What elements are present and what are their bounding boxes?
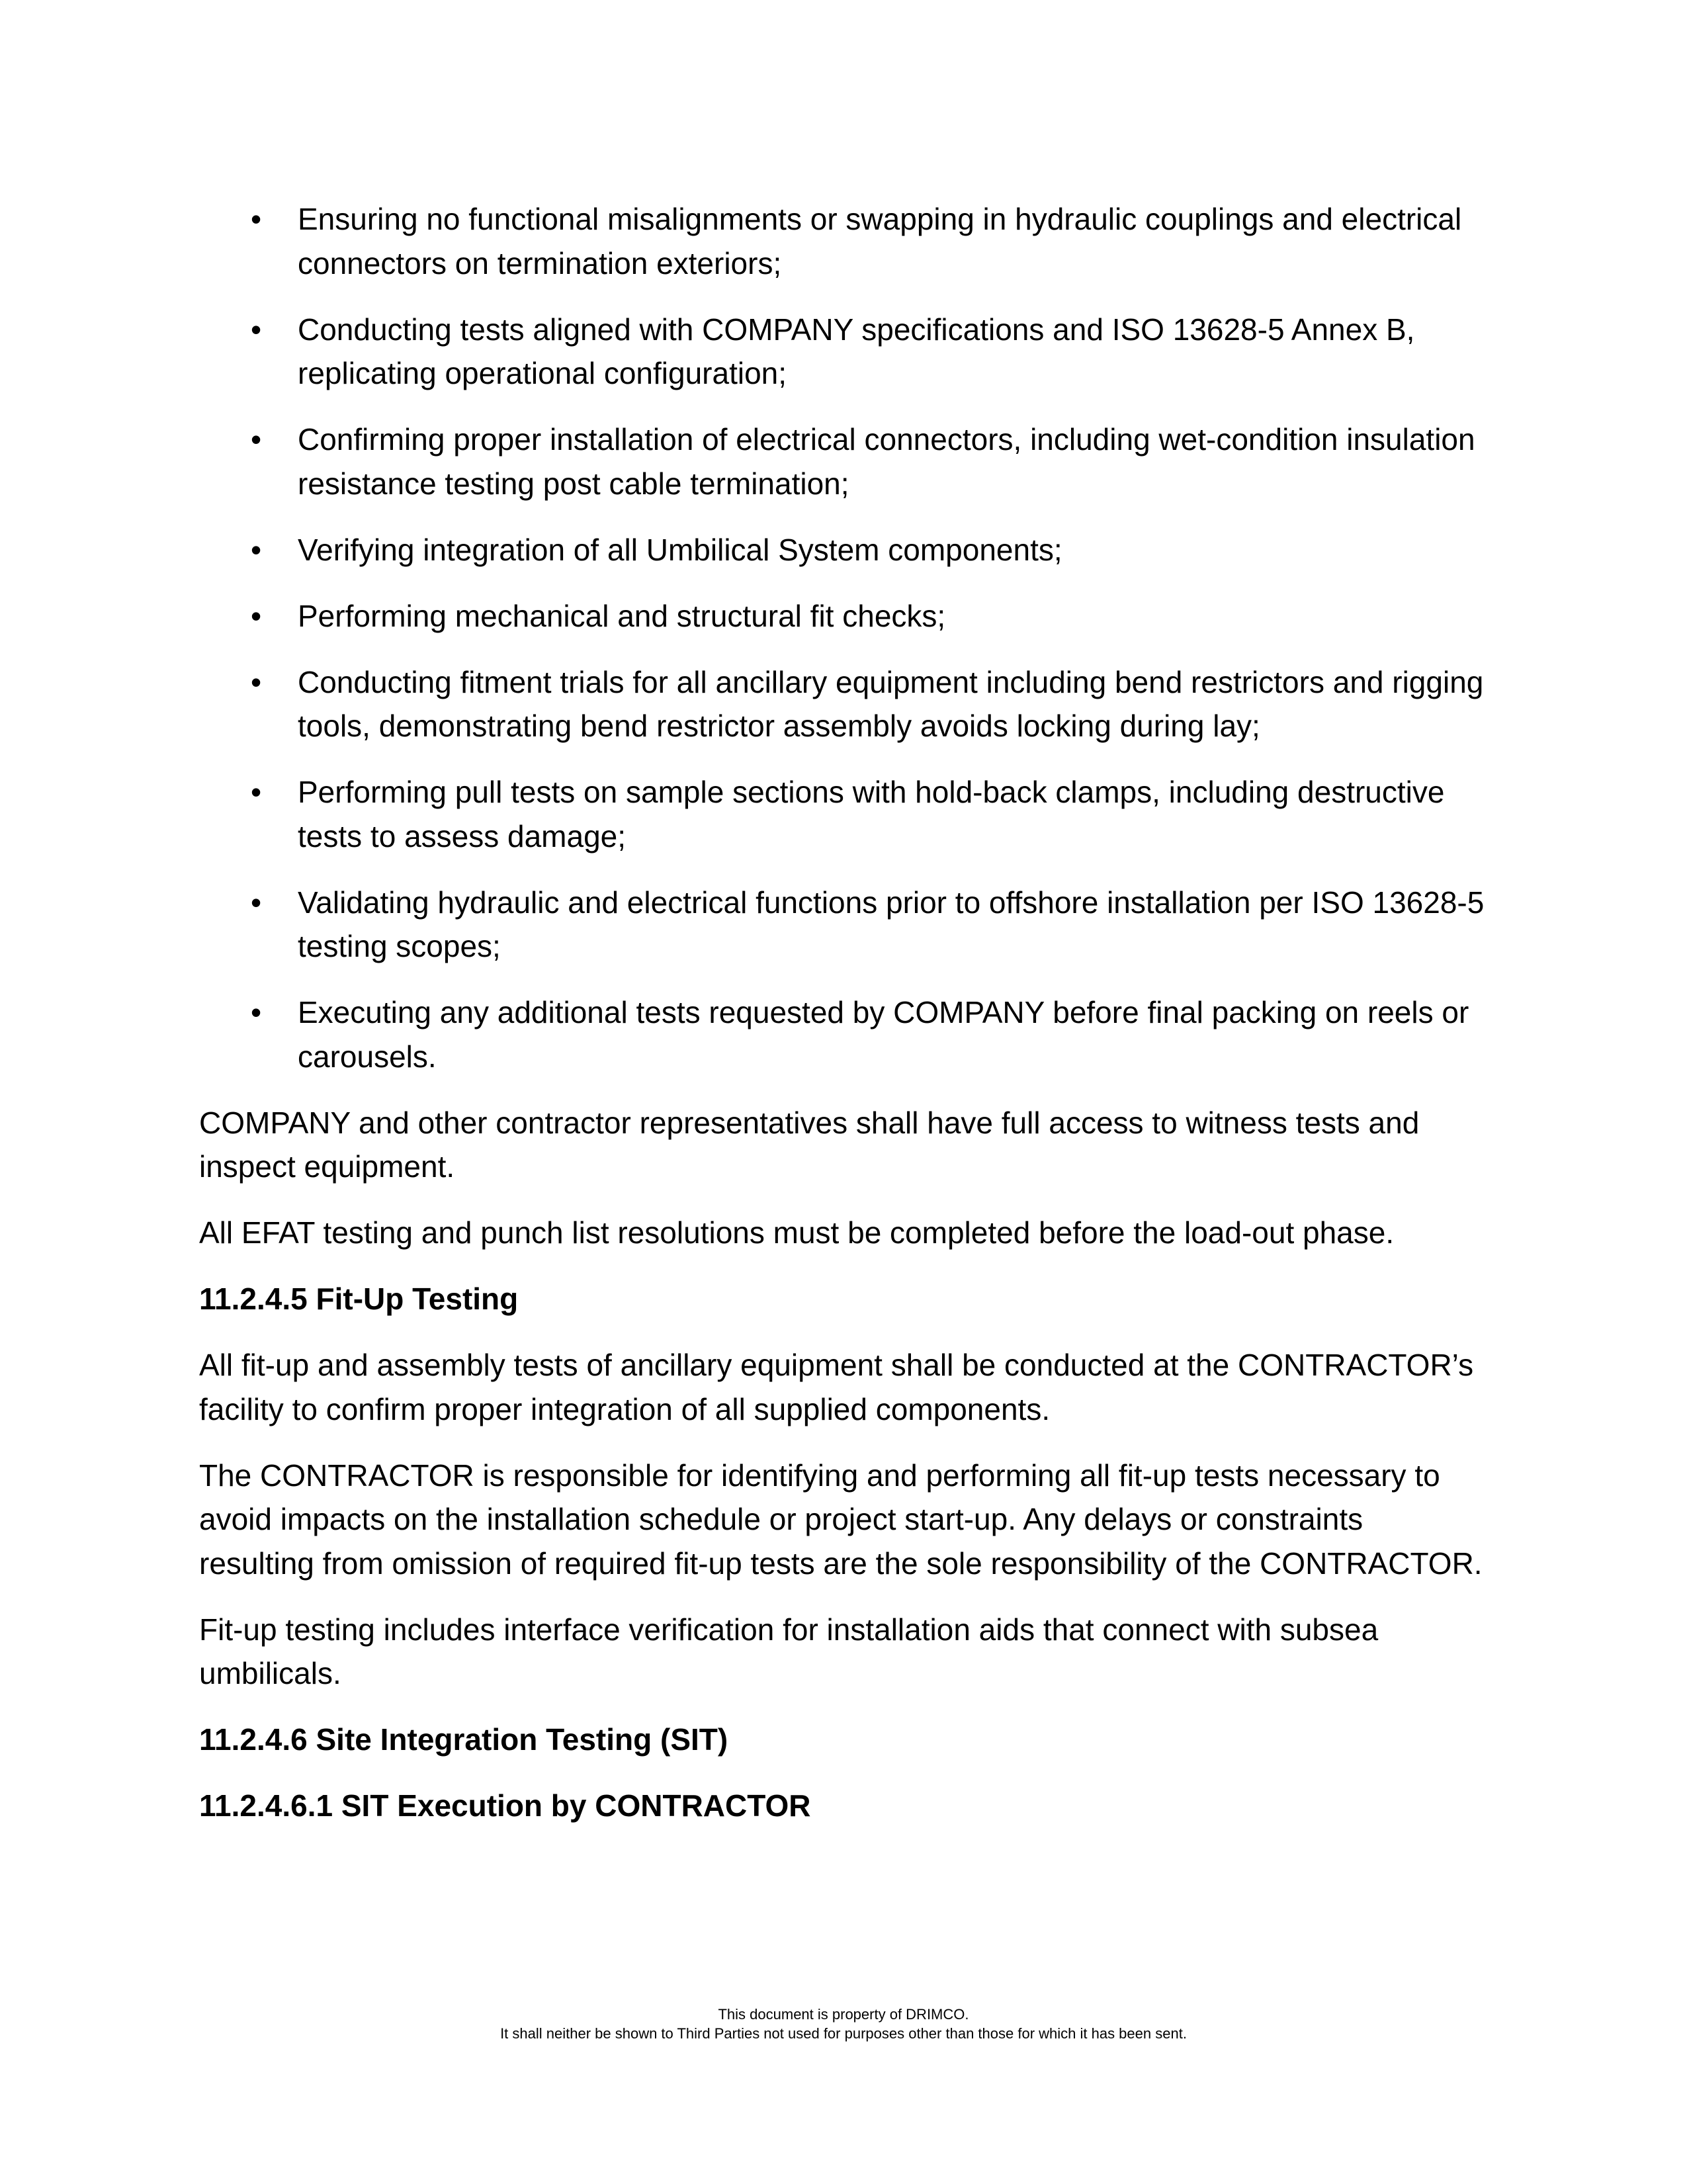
footer-line: It shall neither be shown to Third Parties not used for purposes other than those for which it has been sent. bbox=[500, 2025, 1187, 2042]
document-body bbox=[199, 197, 1486, 1850]
paragraph: All EFAT testing and punch list resolutions must be completed before the load-out phase. bbox=[199, 1215, 1395, 1250]
list-item: • Conducting fitment trials for all ancillary equipment including bend restrictors and rigging tools, demonstrating bend restrictor assembly avoids locking during lay; bbox=[199, 660, 1486, 748]
list-item: • Ensuring no functional misalignments or swapping in hydraulic couplings and electrical connectors on termination exteriors; bbox=[199, 197, 1486, 285]
list-item: • Performing pull tests on sample sections with hold-back clamps, including destructive tests to assess damage; bbox=[199, 770, 1486, 858]
section-heading: 11.2.4.6 Site Integration Testing (SIT) bbox=[199, 1722, 728, 1757]
bullet-icon: • bbox=[251, 885, 262, 920]
list-item: • Verifying integration of all Umbilical System components; bbox=[199, 528, 1486, 572]
list-item: • Confirming proper installation of electrical connectors, including wet-condition insulation resistance testing post cable termination; bbox=[199, 417, 1486, 505]
bullet-icon: • bbox=[251, 775, 262, 809]
list-item: • Validating hydraulic and electrical functions prior to offshore installation per ISO 13628-5 testing scopes; bbox=[199, 881, 1486, 969]
bullet-list bbox=[199, 197, 1486, 1078]
paragraph: Fit-up testing includes interface verification for installation aids that connect with subsea umbilicals. bbox=[199, 1612, 1379, 1690]
footer-line: This document is property of DRIMCO. bbox=[718, 2006, 969, 2023]
bullet-icon: • bbox=[251, 664, 262, 699]
paragraph: The CONTRACTOR is responsible for identifying and performing all fit-up tests necessary to avoid impacts on the installation schedule or project start-up. Any delays or constraints resulting from omission of required fit-up tests are the sole responsibility of the CONTRACTOR. bbox=[199, 1458, 1483, 1581]
bullet-icon: • bbox=[251, 995, 262, 1029]
subsection-heading: 11.2.4.6.1 SIT Execution by CONTRACTOR bbox=[199, 1788, 811, 1823]
bullet-icon: • bbox=[251, 598, 262, 633]
bullet-icon: • bbox=[251, 532, 262, 567]
list-item: • Conducting tests aligned with COMPANY specifications and ISO 13628-5 Annex B, replicating operational configuration; bbox=[199, 308, 1486, 396]
section-heading: 11.2.4.5 Fit-Up Testing bbox=[199, 1282, 519, 1316]
bullet-icon: • bbox=[251, 312, 262, 347]
list-item: • Executing any additional tests requested by COMPANY before final packing on reels or carousels. bbox=[199, 990, 1486, 1078]
paragraph: All fit-up and assembly tests of ancillary equipment shall be conducted at the CONTRACTOR’s facility to confirm proper integration of all supplied components. bbox=[199, 1348, 1474, 1426]
list-item: • Performing mechanical and structural fit checks; bbox=[199, 594, 1486, 638]
bullet-icon: • bbox=[251, 202, 262, 236]
paragraph: COMPANY and other contractor representatives shall have full access to witness tests and inspect equipment. bbox=[199, 1105, 1420, 1184]
bullet-icon: • bbox=[251, 422, 262, 457]
page-footer bbox=[0, 2005, 1687, 2043]
